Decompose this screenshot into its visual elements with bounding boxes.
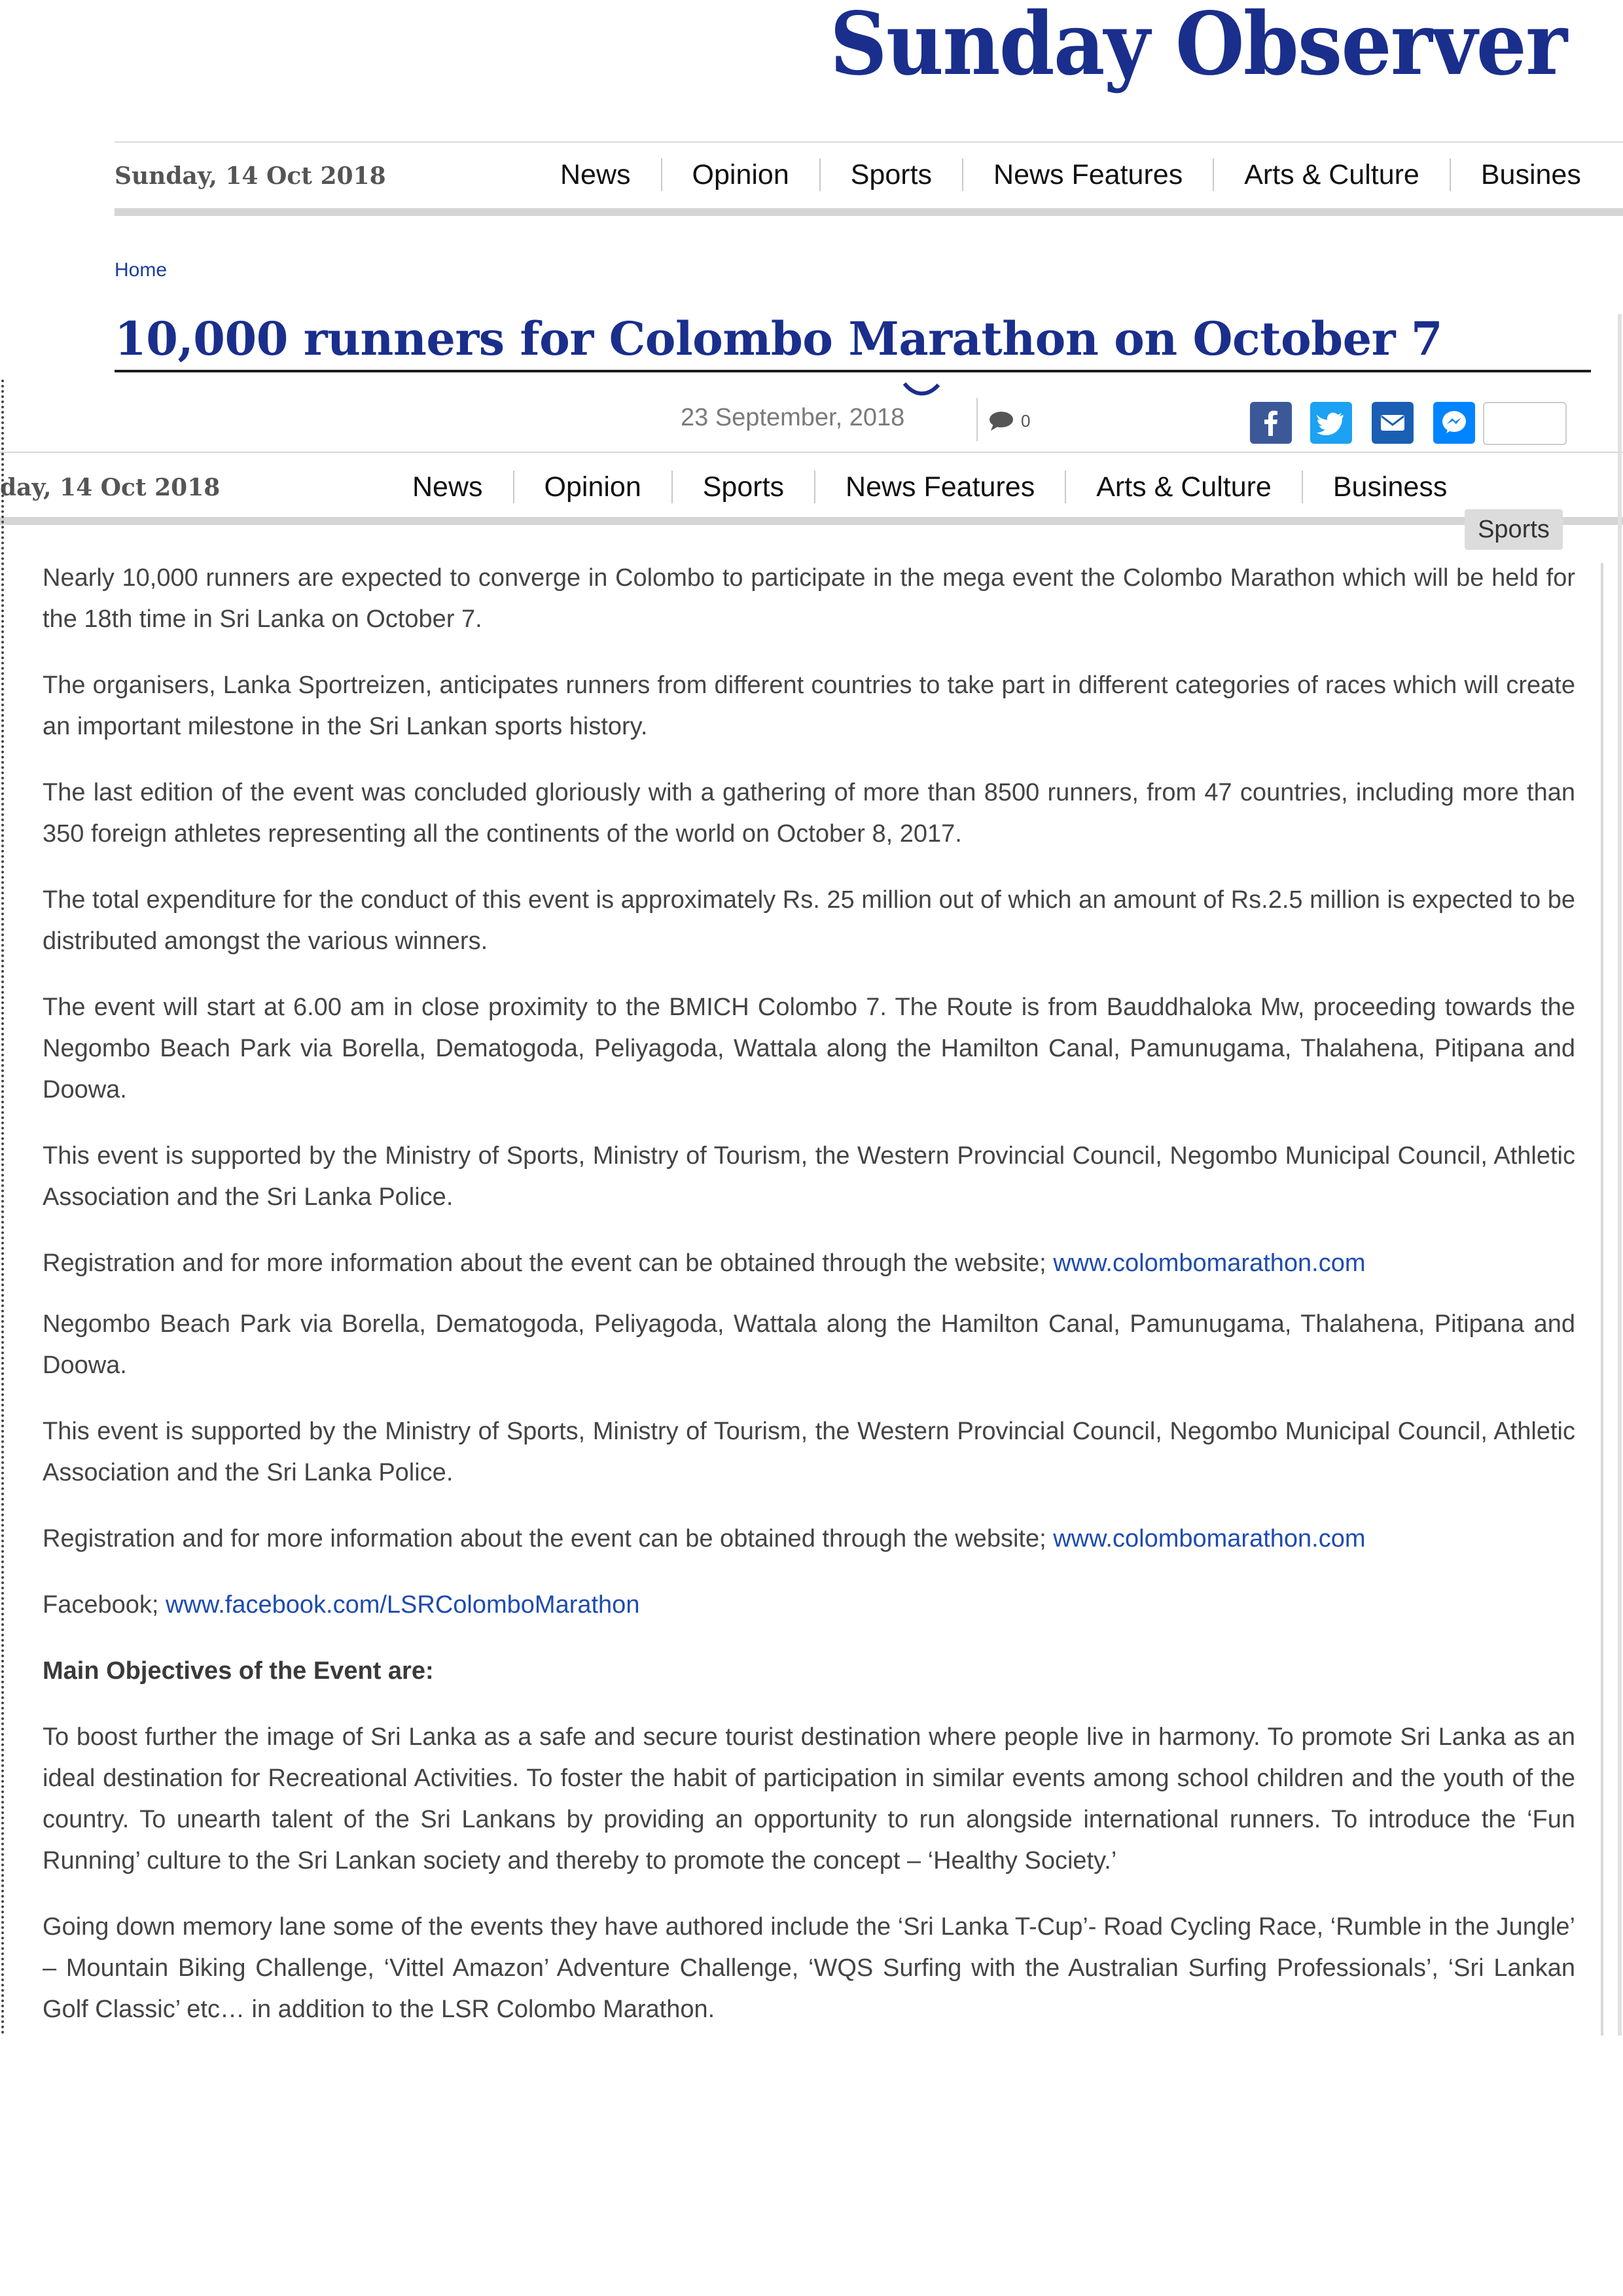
paragraph: To boost further the image of Sri Lanka as a safe and secure tourist destination where people live in harmony. To promote Sri Lanka as an ideal destination for Recreational Activities. To foster the habit of participation in similar events among school children and the youth of the country. To unearth talent of the Sri Lankans by providing an opportunity to run alongside international runners. To introduce the ‘Fun Running’ culture to the Sri Lankan society and thereby to promote the concept – ‘Healthy Society.’ xyxy=(43,1723,1575,1874)
nav-news[interactable]: News xyxy=(547,158,662,191)
sticky-nav-opinion[interactable]: Opinion xyxy=(514,471,673,503)
website-link[interactable]: www.colombomarathon.com xyxy=(1053,1525,1366,1552)
share-email-button[interactable] xyxy=(1372,402,1414,444)
article-title: 10,000 runners for Colombo Marathon on October 7 xyxy=(115,312,1443,366)
nav-news-features[interactable]: News Features xyxy=(963,158,1214,191)
comment-count-value: 0 xyxy=(1021,410,1031,431)
content-right-border xyxy=(1601,563,1603,2036)
facebook-paragraph xyxy=(43,1585,1575,1626)
twitter-icon xyxy=(1317,408,1346,437)
category-tag[interactable]: Sports xyxy=(1465,509,1563,550)
share-facebook-button[interactable] xyxy=(1250,402,1292,444)
paragraph: The total expenditure for the conduct of this event is approximately Rs. 25 million out of which an amount of Rs.2.5 million is expected to be distributed amongst the various winners. xyxy=(43,886,1575,955)
paragraph: The last edition of the event was concluded gloriously with a gathering of more than 8500 runners, from 47 countries, including more than 350 foreign athletes representing all the continents of the world on October 8, 2017. xyxy=(43,779,1575,848)
paragraph: This event is supported by the Ministry of Sports, Ministry of Tourism, the Western Provincial Council, Negombo Municipal Council, Athletic Association and the Sri Lanka Police. xyxy=(43,1142,1575,1211)
registration-paragraph xyxy=(43,1243,1575,1284)
sticky-header-date: day, 14 Oct 2018 xyxy=(0,474,221,501)
share-messenger-button[interactable] xyxy=(1433,402,1475,444)
selection-border xyxy=(1,380,4,2036)
nav-sports[interactable]: Sports xyxy=(821,158,963,191)
nav-arts-culture[interactable]: Arts & Culture xyxy=(1214,158,1451,191)
decorative-swash xyxy=(902,377,941,401)
comment-icon xyxy=(988,410,1014,432)
paragraph: This event is supported by the Ministry of Sports, Ministry of Tourism, the Western Provincial Council, Negombo Municipal Council, Athletic Association and the Sri Lanka Police. xyxy=(43,1418,1575,1486)
sticky-nav-bottom-bar xyxy=(0,517,1623,525)
facebook-label: Facebook; xyxy=(43,1591,166,1619)
article-date: 23 September, 2018 xyxy=(681,404,905,431)
sticky-nav xyxy=(399,467,1477,507)
share-count-box xyxy=(1483,402,1567,445)
objectives-heading: Main Objectives of the Event are: xyxy=(43,1657,434,1685)
sticky-nav-news-features[interactable]: News Features xyxy=(815,471,1066,503)
page-right-edge xyxy=(1618,314,1622,2036)
sticky-nav-arts-culture[interactable]: Arts & Culture xyxy=(1066,471,1303,503)
messenger-icon xyxy=(1440,408,1469,437)
website-link[interactable]: www.colombomarathon.com xyxy=(1053,1249,1366,1277)
email-icon xyxy=(1378,408,1407,437)
nav-business[interactable]: Busines xyxy=(1480,159,1581,190)
sticky-nav-news[interactable]: News xyxy=(399,471,514,503)
paragraph: The organisers, Lanka Sportreizen, anticipates runners from different countries to take part in different categories of races which will create an important milestone in the Sri Lankan sports history. xyxy=(43,672,1575,740)
nav-opinion[interactable]: Opinion xyxy=(662,158,821,191)
sticky-nav-sports[interactable]: Sports xyxy=(673,471,815,503)
share-twitter-button[interactable] xyxy=(1310,402,1352,444)
registration-text: Registration and for more information about the event can be obtained through the website; xyxy=(43,1525,1054,1552)
main-nav xyxy=(547,154,1611,195)
breadcrumb-home[interactable]: Home xyxy=(115,259,168,281)
paragraph: Negombo Beach Park via Borella, Dematogoda, Peliyagoda, Wattala along the Hamilton Canal, Pamunugama, Thalahena, Pitipana and Doowa. xyxy=(43,1310,1575,1379)
header-top-rule xyxy=(115,141,1623,143)
title-underline xyxy=(115,370,1591,372)
site-logo[interactable]: Sunday Observer xyxy=(830,0,1567,95)
paragraph: Going down memory lane some of the events they have authored include the ‘Sri Lanka T-Cup’- Road Cycling Race, ‘Rumble in the Jungle’ – Mountain Biking Challenge, ‘Vittel Amazon’ Adventure Challenge, ‘WQS Surfing with the Australian Surfing Professionals’, ‘Sri Lankan Golf Classic’ etc… in addition to the LSR Colombo Marathon. xyxy=(43,1913,1575,2023)
paragraph: The event will start at 6.00 am in close proximity to the BMICH Colombo 7. The Route is from Bauddhaloka Mw, proceeding towards the Negombo Beach Park via Borella, Dematogoda, Peliyagoda, Wattala along the Hamilton Canal, Pamunugama, Thalahena, Pitipana and Doowa. xyxy=(43,994,1575,1103)
facebook-link[interactable]: www.facebook.com/LSRColomboMarathon xyxy=(166,1591,640,1619)
registration-paragraph xyxy=(43,1518,1575,1560)
header-date: Sunday, 14 Oct 2018 xyxy=(115,162,386,190)
sticky-header-top-rule xyxy=(0,452,1623,453)
registration-text: Registration and for more information about the event can be obtained through the website; xyxy=(43,1249,1054,1277)
facebook-icon xyxy=(1257,408,1285,437)
sticky-nav-business[interactable]: Business xyxy=(1332,471,1448,503)
paragraph: Nearly 10,000 runners are expected to converge in Colombo to participate in the mega event the Colombo Marathon which will be held for the 18th time in Sri Lanka on October 7. xyxy=(43,564,1575,633)
comment-count[interactable] xyxy=(988,410,1030,432)
meta-divider xyxy=(976,398,978,441)
article-body xyxy=(43,558,1575,2055)
nav-bottom-bar xyxy=(115,208,1623,216)
